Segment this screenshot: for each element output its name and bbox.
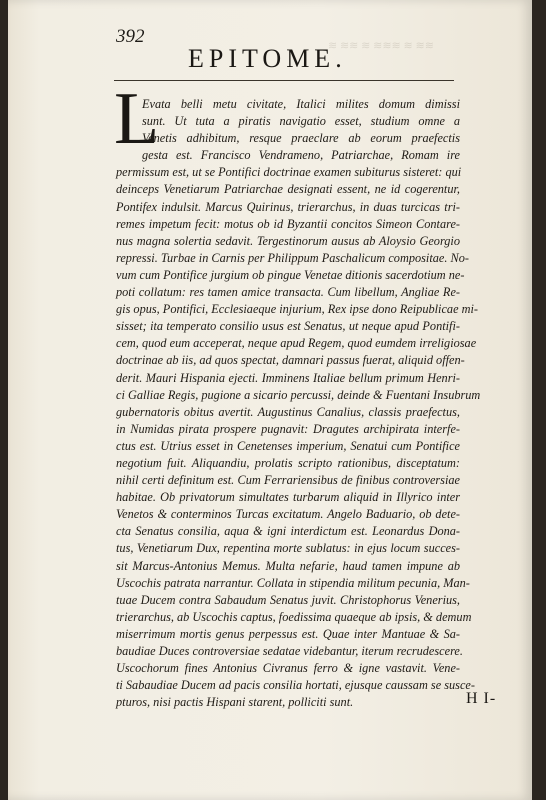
- text-line: vum cum Pontifice jurgium ob pingue Venetae ditionis sacerdotium ne-: [116, 267, 465, 282]
- header-rule: [114, 80, 454, 81]
- page-title: EPITOME.: [188, 44, 347, 73]
- text-line: Venetos & conterminos Turcas excitatum. Angelo Baduario, ob dete-: [116, 507, 460, 522]
- text-line: doctrinae ab iis, ad quos spectat, damnari passus fuerat, aliquid offen-: [116, 353, 465, 368]
- text-line: Uscochis patrata narrantur. Collata in stipendia militum pecunia, Man-: [116, 575, 470, 590]
- text-line: Evata belli metu civitate, Italici milites domum dimissi: [142, 97, 460, 111]
- text-line: cta Senatus consilia, aqua & igni interdictum est. Leonardus Dona-: [116, 524, 460, 539]
- text-line: negotium fuit. Aliquandiu, prolatis scripto rationibus, disceptatum:: [116, 455, 460, 470]
- book-page: [8, 0, 532, 800]
- text-line: nihil certi definitum est. Cum Ferrariensibus de finibus controversiae: [116, 473, 460, 488]
- text-line: sunt. Ut tuta a piratis navigatio esset, studium omne a: [142, 114, 460, 129]
- text-line: remes impetum fecit: motus ob id Byzantii concitos Simeon Contare-: [116, 216, 460, 231]
- text-line: poti collatum: res tamen amice transacta. Cum libellum, Angliae Re-: [116, 285, 460, 300]
- text-line: habitae. Ob privatorum simultates turbarum aliquid in Illyrico inter: [116, 490, 460, 505]
- text-line: ti Sabaudiae Ducem ad pacis consilia hortati, ejusque caussam se susce-: [116, 678, 475, 693]
- text-line: Pontifex indulsit. Marcus Quirinus, trierarchus, in duas turcicas tri-: [116, 199, 460, 214]
- text-line: baudiae Duces controversiae sedatae videbantur, iterum recrudescere.: [116, 644, 463, 658]
- body-text: [116, 96, 481, 711]
- text-line: tuae Ducem contra Sabaudum Senatus juvit. Christophorus Venerius,: [116, 592, 460, 607]
- text-line: Venetis adhibitum, resque praeclare ab eorum praefectis: [142, 131, 460, 146]
- text-line: gubernatoris obitus avertit. Augustinus Canalius, classis praefectus,: [116, 404, 460, 419]
- text-line: cem, quod eum acceperat, neque apud Regem, quod eumdem irreligiosae: [116, 336, 477, 351]
- text-line: in Numidas pirata prospere pugnavit: Dragutes archipirata interfe-: [116, 421, 460, 436]
- text-line: tus, Venetiarum Dux, repentina morte sublatus: in ejus locum succes-: [116, 541, 460, 556]
- text-line: nus magna solertia sedavit. Tergestinorum ausus ab Aloysio Georgio: [116, 233, 460, 248]
- text-line: ci Galliae Regis, pugione a sicario percussi, deinde & Fuentani Insubrum: [116, 387, 481, 402]
- text-line: gis opus, Pontifici, Ecclesiaeque injurium, Rex ipse dono Reipublicae mi-: [116, 302, 478, 317]
- text-line: deinceps Venetiarum Patriarchae designati essent, ne id cogerentur,: [116, 182, 460, 197]
- drop-cap: L: [114, 78, 160, 160]
- text-line: sit Marcus-Antonius Memus. Multa nefarie, haud tamen impune ab: [116, 558, 460, 573]
- text-line: repressi. Turbae in Carnis per Philippum Paschalicum compositae. No-: [116, 250, 469, 265]
- text-line: gesta est. Francisco Vendrameno, Patriarchae, Romam ire: [142, 148, 460, 163]
- text-line: trierarchus, ab Uscochis captus, foedissima quaeque ab ipsis, & demum: [116, 609, 472, 624]
- text-line: miserrimum mortis genus perpessus est. Quae inter Mantuae & Sa-: [116, 626, 460, 641]
- catchword: H I-: [466, 690, 497, 707]
- page-number: 392: [116, 26, 145, 47]
- text-line: sisset; ita temperato consilio usus est Senatus, ut neque apud Pontifi-: [116, 319, 460, 334]
- text-line: permissum est, ut se Pontifici doctrinae examen subiturus sisteret: qui: [116, 165, 462, 180]
- text-line: Uscochorum fines Antonius Civranus ferro & igne vastavit. Vene-: [116, 661, 460, 676]
- text-line: pturos, nisi pactis Hispani starent, polliciti sunt.: [116, 695, 354, 710]
- bleed-through-text: ≋ ≋≋ ≋ ≋≋≋ ≋ ≋≋: [328, 40, 434, 52]
- text-line: ctus est. Utrius esset in Cenetenses imperium, Senatui cum Pontifice: [116, 438, 460, 453]
- text-line: derit. Mauri Hispania ejecti. Imminens Italiae bellum primum Henri-: [116, 370, 460, 385]
